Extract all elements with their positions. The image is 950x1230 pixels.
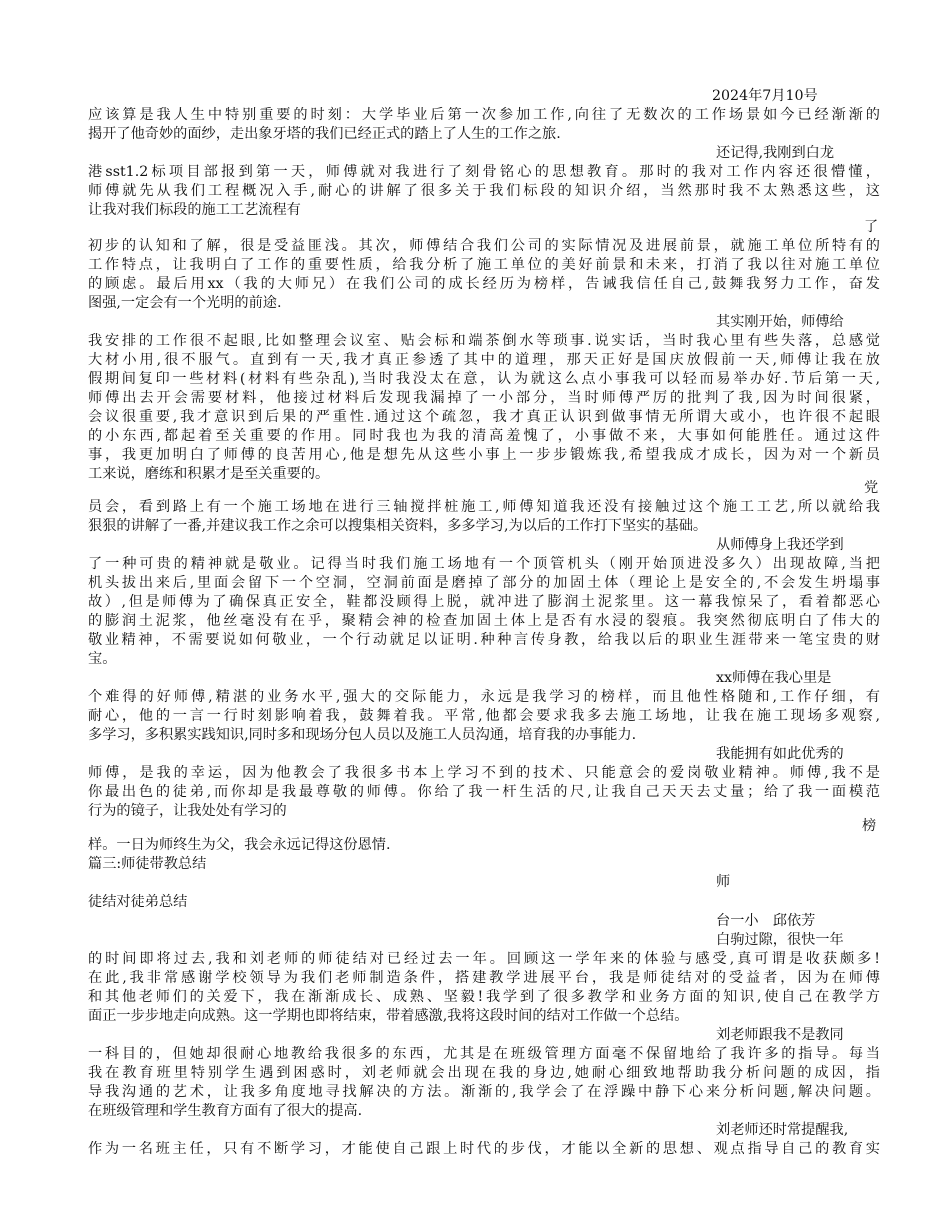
text-line: 徒结对徒弟总结 [88, 894, 188, 910]
text-line: 狠狠的讲解了一番,并建议我工作之余可以搜集相关资料，多多学习,为以后的工作打下坚实的基础。 [88, 518, 708, 534]
text-line: 作为一名班主任，只有不断学习，才能使自己跟上时代的步伐，才能以全新的思想、观点指导自己的教育实 [88, 1141, 880, 1157]
text-line: 师傅就先从我们工程概况入手,耐心的讲解了很多关于我们标段的知识介绍，当然那时我不太熟悉这些，这 [88, 183, 880, 199]
text-line: 港sst1.2标项目部报到第一天，师傅就对我进行了刻骨铭心的思想教育。那时的我对工作内容还很懵懂， [88, 164, 880, 180]
text-line: 我能拥有如此优秀的 [716, 746, 844, 762]
text-line: 初步的认知和了解，很是受益匪浅。其次，师傅结合我们公司的实际情况及进展前景，就施工单位所特有的 [88, 238, 880, 254]
text-line: 面正一步步地走向成熟。这一学期也即将结束，带着感激,我将这段时间的结对工作做一个总结。 [88, 1008, 689, 1024]
text-line: 党 [864, 480, 879, 496]
text-line: 师傅出去开会需要材料，他接过材料后发现我漏掉了一小部分，当时师傅严厉的批判了我,因为时间很紧， [88, 390, 880, 406]
text-line: 大材小用,很不服气。直到有一天,我才真正参透了其中的道理，那天正好是国庆放假前一天,师傅让我在放 [88, 352, 880, 368]
text-line: 导我沟通的艺术，让我多角度地寻找解决的方法。渐渐的,我学会了在浮躁中静下心来分析问题,解决问题。 [88, 1084, 880, 1100]
text-line: 揭开了他奇妙的面纱，走出象牙塔的我们已经正式的踏上了人生的工作之旅. [88, 126, 561, 142]
text-line: 的膨润土泥浆，他丝毫没有在乎，聚精会神的检查加固土体上是否有水浸的裂痕。我突然彻底明白了伟大的 [88, 613, 880, 629]
text-line: 和其他老师们的关爱下，我在渐渐成长、成熟、坚毅!我学到了很多教学和业务方面的知识,使自己在教学方 [88, 989, 880, 1005]
text-line: 机头拔出来后,里面会留下一个空洞，空洞前面是磨掉了部分的加固土体（理论上是安全的,不会发生坍塌事 [88, 575, 880, 591]
text-line: 台一小 邱依芳 [716, 913, 816, 929]
text-line: xx师傅在我心里是 [716, 670, 832, 686]
text-line: 工来说，磨练和积累才是至关重要的。 [88, 466, 330, 482]
text-line: 你最出色的徒弟,而你却是我最尊敬的师傅。你给了我一杆生活的尺,让我自己天天去丈量；给了我一面模范 [88, 784, 880, 800]
text-line: 宝。 [88, 651, 117, 667]
text-line: 榜 [862, 818, 877, 834]
text-line: 刘老师跟我不是教同 [716, 1027, 844, 1043]
text-line: 师傅，是我的幸运，因为他教会了我很多书本上学习不到的技术、只能意会的爱岗敬业精神。师傅,我不是 [88, 765, 880, 781]
text-line: 员会，看到路上有一个施工场地在进行三轴搅拌桩施工,师傅知道我还没有接触过这个施工工艺,所以就给我 [88, 499, 880, 515]
text-line: 了 [864, 219, 879, 235]
text-line: 故）,但是师傅为了确保真正安全，鞋都没顾得上脱，就冲进了膨润土泥浆里。这一幕我惊呆了，看着都恶心 [88, 594, 880, 610]
text-line: 刘老师还时常提醒我, [716, 1122, 849, 1138]
text-line: 个难得的好师傅,精湛的业务水平,强大的交际能力，永远是我学习的榜样，而且他性格随和,工作仔细，有 [88, 689, 880, 705]
text-line: 在班级管理和学生教育方面有了很大的提高. [88, 1103, 363, 1119]
text-line: 耐心，他的一言一行时刻影响着我，鼓舞着我。平常,他都会要求我多去施工场地，让我在施工现场多观察, [88, 708, 880, 724]
text-line: 篇三:师徒带教总结 [88, 856, 207, 872]
text-line: 师 [716, 874, 731, 890]
text-line: 的顾虑。最后用xx（我的大师兄）在我们公司的成长经历为榜样，告诫我信任自己,鼓舞我努力工作，奋发 [88, 276, 880, 292]
text-line: 事，我更加明白了师傅的良苦用心,他是想先从这些小事上一步步锻炼我,希望我成才成长，因为对一个新员 [88, 447, 880, 463]
text-line: 我安排的工作很不起眼,比如整理会议室、贴会标和端茶倒水等琐事.说实话，当时我心里有些失落，总感觉 [88, 333, 880, 349]
text-line: 图强,一定会有一个光明的前途. [88, 295, 282, 311]
text-line: 工作特点，让我明白了工作的重要性质，给我分析了施工单位的美好前景和未来，打消了我以往对施工单位 [88, 257, 880, 273]
date-line: 2024年7月10号 [712, 88, 818, 104]
text-line: 了一种可贵的精神就是敬业。记得当时我们施工场地有一个顶管机头（刚开始顶进没多久）出现故障,当把 [88, 556, 880, 572]
text-line: 样。一日为师终生为父，我会永远记得这份恩情. [88, 837, 391, 853]
text-line: 会议很重要,我才意识到后果的严重性.通过这个疏忽，我才真正认识到做事情无所谓大或小，也许很不起眼 [88, 409, 880, 425]
text-line: 我在教育班里特别学生遇到困惑时，刘老师就会出现在我的身边,她耐心细致地帮助我分析问题的成因，指 [88, 1065, 880, 1081]
text-line: 还记得,我刚到白龙 [716, 145, 835, 161]
text-line: 敬业精神，不需要说如何敬业，一个行动就足以证明.种种言传身教，给我以后的职业生涯带来一笔宝贵的财 [88, 632, 880, 648]
text-line: 一科目的，但她却很耐心地教给我很多的东西，尤其是在班级管理方面毫不保留地给了我许多的指导。每当 [88, 1046, 880, 1062]
text-line: 白驹过隙，很快一年 [716, 932, 844, 948]
text-line: 的小东西,都起着至关重要的作用。同时我也为我的清高羞愧了，小事做不来，大事如何能胜任。通过这件 [88, 428, 880, 444]
text-line: 的时间即将过去,我和刘老师的师徒结对已经过去一年。回顾这一学年来的体验与感受,真可谓是收获颇多! [88, 951, 880, 967]
text-line: 多学习，多积累实践知识,同时多和现场分包人员以及施工人员沟通，培育我的办事能力. [88, 727, 637, 743]
text-line: 其实刚开始，师傅给 [716, 314, 844, 330]
text-line: 从师傅身上我还学到 [716, 537, 844, 553]
text-line: 让我对我们标段的施工工艺流程有 [88, 202, 301, 218]
text-line: 假期间复印一些材料(材料有些杂乱),当时我没太在意，认为就这么点小事我可以轻而易举办好.节后第一天, [88, 371, 880, 387]
text-line: 在此,我非常感谢学校领导为我们老师制造条件，搭建教学进展平台，我是师徒结对的受益者，因为在师傅 [88, 970, 880, 986]
text-line: 行为的镜子，让我处处有学习的 [88, 803, 287, 819]
text-line: 应该算是我人生中特别重要的时刻：大学毕业后第一次参加工作,向往了无数次的工作场景如今已经渐渐的 [88, 107, 880, 123]
